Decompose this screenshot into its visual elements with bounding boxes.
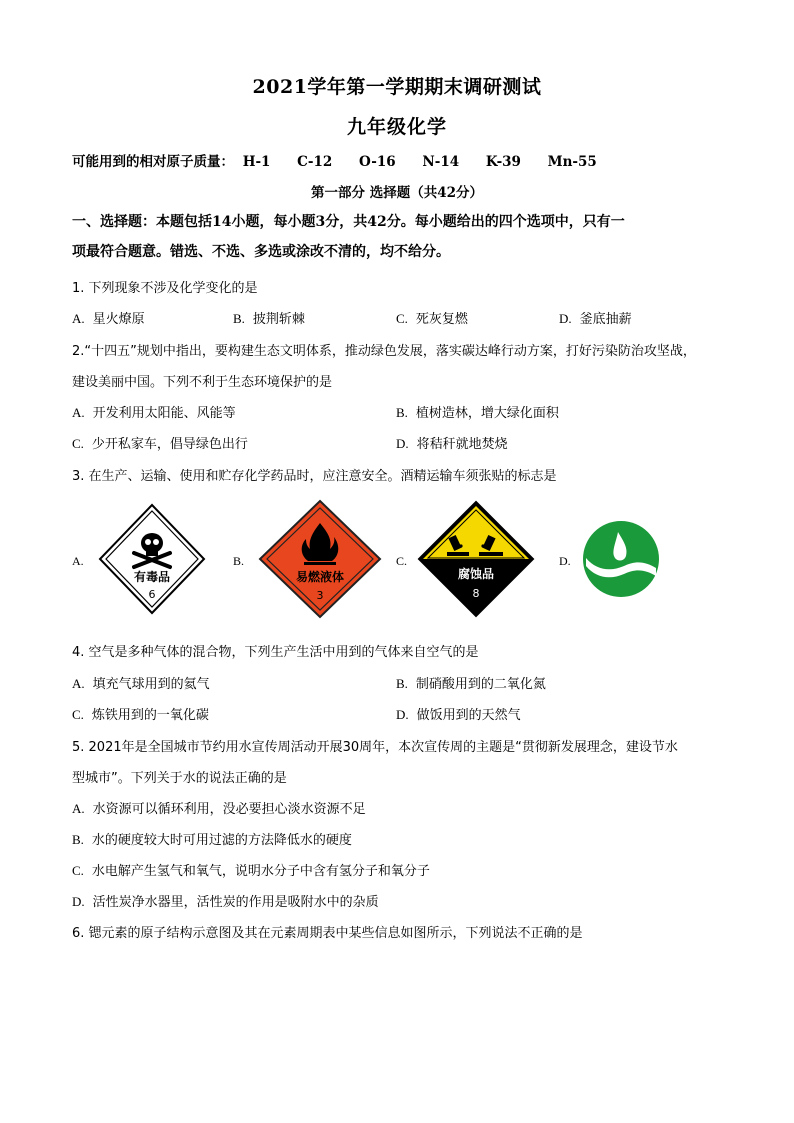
atomic-mass-k: K-39 <box>485 154 521 170</box>
question-1-option-b[interactable] <box>233 308 305 327</box>
option-text: 植树造林，增大绿化面积 <box>415 406 559 421</box>
option-text: 水的硬度较大时可用过滤的方法降低水的硬度 <box>91 833 352 848</box>
question-3-option-d-letter[interactable]: D. <box>559 554 571 568</box>
option-letter: B. <box>396 676 408 691</box>
option-text: 死灰复燃 <box>415 312 468 327</box>
atomic-mass-c: C-12 <box>297 154 333 170</box>
question-3-option-b-letter[interactable]: B. <box>233 554 245 568</box>
atomic-mass-o: O-16 <box>359 154 396 170</box>
exam-subtitle: 九年级化学 <box>346 116 447 138</box>
question-2-option-a[interactable] <box>72 402 236 421</box>
option-text: 开发利用太阳能、风能等 <box>92 406 236 421</box>
question-1-option-d[interactable] <box>559 308 632 327</box>
atomic-mass-h: H-1 <box>242 154 271 170</box>
question-4-stem: 4. 空气是多种气体的混合物，下列生产生活中用到的气体来自空气的是 <box>72 645 479 660</box>
option-letter: A. <box>72 405 85 420</box>
atomic-mass-n: N-14 <box>422 154 460 170</box>
question-5-stem-line-1: 5. 2021年是全国城市节约用水宣传周活动开展30周年，本次宣传周的主题是“贯彻新发展理念，建设节水 <box>72 740 678 755</box>
question-2-option-c[interactable] <box>72 433 248 452</box>
option-text: 星火燎原 <box>92 312 145 327</box>
option-text: 少开私家车，倡导绿色出行 <box>91 437 248 452</box>
part-title: 第一部分 选择题（共42分） <box>311 185 483 201</box>
option-text: 釜底抽薪 <box>579 312 632 327</box>
question-4-option-d[interactable] <box>396 704 521 723</box>
option-letter: A. <box>72 311 85 326</box>
option-letter: D. <box>72 894 85 909</box>
question-2-stem-line-2: 建设美丽中国。下列不利于生态环境保护的是 <box>72 375 333 390</box>
corrosive-sign-number: 8 <box>472 587 480 600</box>
option-text: 活性炭净水器里，活性炭的作用是吸附水中的杂质 <box>92 895 379 910</box>
option-letter: C. <box>72 707 84 722</box>
question-5-option-b[interactable] <box>72 829 352 848</box>
flammable-sign-text: 易燃液体 <box>295 570 345 584</box>
instructions-line-1: 一、选择题：本题包括14小题，每小题3分，共42分。每小题给出的四个选项中，只有一 <box>72 214 625 230</box>
toxic-sign-icon[interactable] <box>98 503 206 615</box>
question-2-stem-line-1: 2.“十四五”规划中指出，要构建生态文明体系，推动绿色发展，落实碳达峰行动方案，打好污染防治攻坚战， <box>72 344 696 359</box>
question-2-option-b[interactable] <box>396 402 559 421</box>
atomic-mass-mn: Mn-55 <box>547 154 597 170</box>
water-saving-logo-icon[interactable] <box>580 518 662 600</box>
question-3-stem: 3. 在生产、运输、使用和贮存化学药品时，应注意安全。酒精运输车须张贴的标志是 <box>72 469 557 484</box>
question-5-option-a[interactable] <box>72 798 366 817</box>
option-letter: C. <box>72 863 84 878</box>
question-5-option-c[interactable] <box>72 860 430 879</box>
exam-title: 2021学年第一学期期末调研测试 <box>252 76 542 98</box>
option-letter: B. <box>72 832 84 847</box>
option-text: 填充气球用到的氦气 <box>92 677 210 692</box>
atomic-masses-lead: 可能用到的相对原子质量： <box>72 154 234 170</box>
option-letter: D. <box>396 707 409 722</box>
question-4-option-b[interactable] <box>396 673 546 692</box>
option-text: 将秸秆就地焚烧 <box>416 437 508 452</box>
option-letter: B. <box>396 405 408 420</box>
question-4-option-a[interactable] <box>72 673 210 692</box>
question-3-option-c-letter[interactable]: C. <box>396 554 408 568</box>
option-letter: C. <box>72 436 84 451</box>
option-letter: A. <box>72 801 85 816</box>
question-5-stem-line-2: 型城市”。下列关于水的说法正确的是 <box>72 771 287 786</box>
instructions-line-2: 项最符合题意。错选、不选、多选或涂改不清的，均不给分。 <box>72 244 450 260</box>
option-text: 炼铁用到的一氧化碳 <box>91 708 209 723</box>
option-text: 披荆斩棘 <box>252 312 305 327</box>
option-letter: D. <box>559 311 572 326</box>
option-letter: B. <box>233 311 245 326</box>
option-text: 制硝酸用到的二氧化氮 <box>415 677 546 692</box>
question-1-option-a[interactable] <box>72 308 145 327</box>
option-letter: C. <box>396 311 408 326</box>
flammable-liquid-sign-icon[interactable] <box>258 499 382 619</box>
question-6-stem: 6. 锶元素的原子结构示意图及其在元素周期表中某些信息如图所示，下列说法不正确的是 <box>72 926 583 941</box>
corrosive-sign-icon[interactable] <box>417 500 535 618</box>
flammable-sign-number: 3 <box>316 589 324 602</box>
option-letter: D. <box>396 436 409 451</box>
toxic-sign-number: 6 <box>148 588 156 601</box>
option-text: 做饭用到的天然气 <box>416 708 521 723</box>
atomic-masses <box>72 150 619 170</box>
question-1-option-c[interactable] <box>396 308 468 327</box>
option-text: 水电解产生氢气和氧气，说明水分子中含有氢分子和氧分子 <box>91 864 430 879</box>
question-5-option-d[interactable] <box>72 891 379 910</box>
option-text: 水资源可以循环利用，没必要担心淡水资源不足 <box>92 802 366 817</box>
question-4-option-c[interactable] <box>72 704 209 723</box>
question-3-option-a-letter[interactable]: A. <box>72 554 84 568</box>
toxic-sign-text: 有毒品 <box>133 570 171 584</box>
question-1-stem: 1. 下列现象不涉及化学变化的是 <box>72 281 258 296</box>
corrosive-sign-text: 腐蚀品 <box>457 567 495 581</box>
question-2-option-d[interactable] <box>396 433 508 452</box>
option-letter: A. <box>72 676 85 691</box>
